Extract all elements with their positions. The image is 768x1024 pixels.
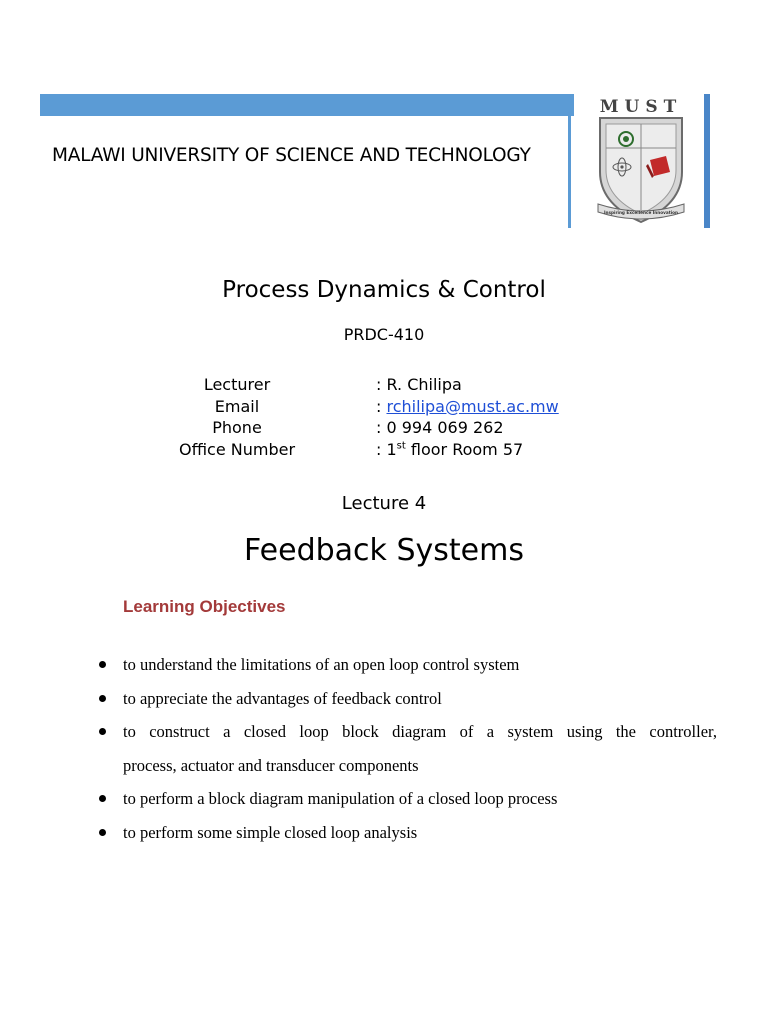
list-item: to perform a block diagram manipulation of a closed loop process xyxy=(92,782,717,816)
office-label: Office Number xyxy=(178,439,296,459)
bullet-icon xyxy=(99,829,106,836)
crest-letters: MUST xyxy=(599,97,683,117)
bullet-icon xyxy=(99,695,106,702)
header-divider xyxy=(568,94,571,228)
phone-label: Phone xyxy=(212,418,262,437)
office-sup: st xyxy=(396,440,406,452)
office-prefix: : 1 xyxy=(376,439,397,459)
office-suffix: floor Room 57 xyxy=(405,439,524,459)
email-prefix: : xyxy=(376,396,387,416)
lecturer-value: : R. Chilipa xyxy=(376,375,462,394)
phone-value: : 0 994 069 262 xyxy=(376,418,504,437)
course-title: Process Dynamics & Control xyxy=(222,277,546,303)
list-item: to construct a closed loop block diagram of a system using the controller, xyxy=(92,715,717,749)
bullet-icon xyxy=(99,661,106,668)
lecture-title: Feedback Systems xyxy=(244,533,524,568)
lecturer-row xyxy=(170,374,559,396)
university-crest-logo xyxy=(588,92,694,228)
list-item: to understand the limitations of an open loop control system xyxy=(92,648,717,682)
email-label: Email xyxy=(214,396,260,416)
university-name: MALAWI UNIVERSITY OF SCIENCE AND TECHNOLOGY xyxy=(52,145,531,166)
objectives-list xyxy=(92,648,717,849)
list-item-continuation: process, actuator and transducer components xyxy=(123,755,419,775)
header-band xyxy=(40,94,574,116)
contact-info xyxy=(170,374,559,460)
email-value xyxy=(376,396,559,418)
office-row xyxy=(170,439,559,461)
lecture-number: Lecture 4 xyxy=(341,493,427,514)
crest-motto: Inspiring Excellence Innovation xyxy=(603,210,679,215)
list-item: to perform some simple closed loop analysis xyxy=(92,816,717,850)
header-edge-bar xyxy=(704,94,710,228)
phone-row xyxy=(170,417,559,439)
bullet-icon xyxy=(99,795,106,802)
objectives-heading: Learning Objectives xyxy=(123,597,286,616)
email-row xyxy=(170,396,559,418)
course-code: PRDC-410 xyxy=(343,325,425,344)
email-link[interactable]: rchilipa@must.ac.mw xyxy=(386,396,559,416)
list-item: to appreciate the advantages of feedback control xyxy=(92,682,717,716)
lecturer-label: Lecturer xyxy=(203,375,271,394)
bullet-icon xyxy=(99,728,106,735)
office-value xyxy=(376,439,523,461)
